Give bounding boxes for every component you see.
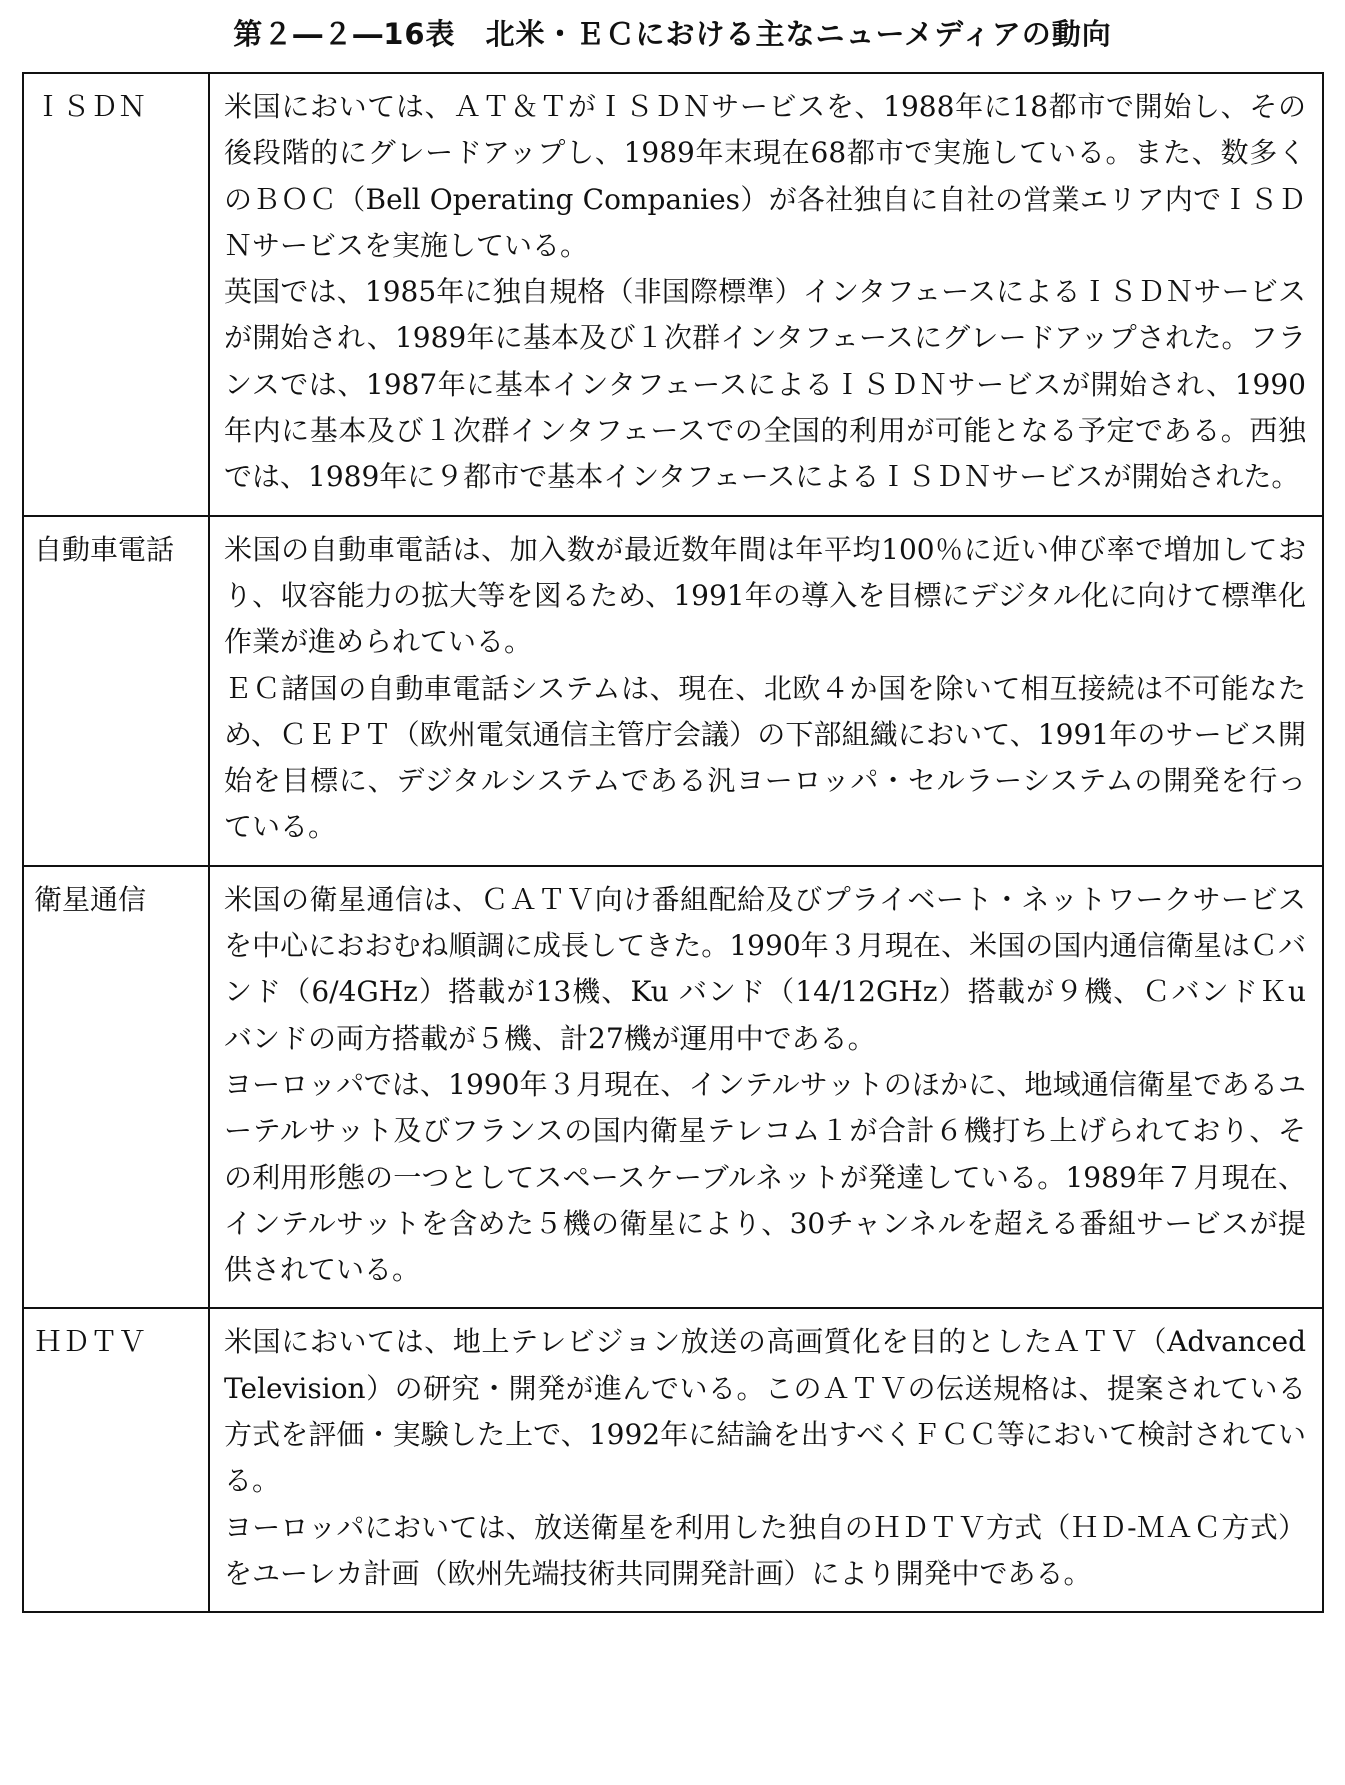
row-label: ＨＤＴＶ bbox=[23, 1308, 209, 1612]
row-label: 自動車電話 bbox=[23, 516, 209, 866]
table-title: 第２―２―16表 北米・ＥＣにおける主なニューメディアの動向 bbox=[233, 17, 1112, 51]
paragraph: 米国においては、地上テレビジョン放送の高画質化を目的としたＡＴＶ（Advanced Television）の研究・開発が進んでいる。このＡＴＶの伝送規格は、提案されている方式を評価・実験した上で、1992年に結論を出すべくＦＣＣ等において検討されている。 bbox=[224, 1325, 1306, 1498]
paragraph: 米国においては、ＡＴ＆ＴがＩＳＤＮサービスを、1988年に18都市で開始し、その後段階的にグレードアップし、1989年末現在68都市で実施している。また、数多くのＢＯＣ（Bell Operating Companies）が各社独自に自社の営業エリア内でＩＳＤＮサービスを実施している。 bbox=[224, 90, 1306, 262]
paragraph: ヨーロッパにおいては、放送衛星を利用した独自のＨＤＴＶ方式（ＨＤ-ＭＡＣ方式）をユーレカ計画（欧州先端技術共同開発計画）により開発中である。 bbox=[224, 1510, 1306, 1590]
table-row-isdn bbox=[23, 73, 1323, 516]
row-content bbox=[209, 516, 1323, 866]
paragraph: ＥＣ諸国の自動車電話システムは、現在、北欧４か国を除いて相互接続は不可能なため、ＣＥＰＴ（欧州電気通信主管庁会議）の下部組織において、1991年のサービス開始を目標に、デジタルシステムである汎ヨーロッパ・セルラーシステムの開発を行っている。 bbox=[224, 671, 1306, 844]
table-row-satellite bbox=[23, 866, 1323, 1309]
row-content bbox=[209, 866, 1323, 1309]
paragraph: 米国の衛星通信は、ＣＡＴＶ向け番組配給及びプライベート・ネットワークサービスを中心におおむね順調に成長してきた。1990年３月現在、米国の国内通信衛星はＣバンド（6/4GHz）搭載が13機、Ku バンド（14/12GHz）搭載が９機、ＣバンドＫu バンドの両方搭載が５機、計27機が運用中である。 bbox=[224, 882, 1306, 1055]
paragraph: 英国では、1985年に独自規格（非国際標準）インタフェースによるＩＳＤＮサービスが開始され、1989年に基本及び１次群インタフェースにグレードアップされた。フランスでは、1987年に基本インタフェースによるＩＳＤＮサービスが開始され、1990年内に基本及び１次群インタフェースでの全国的利用が可能となる予定である。西独では、1989年に９都市で基本インタフェースによるＩＳＤＮサービスが開始された。 bbox=[224, 275, 1306, 494]
paragraph: ヨーロッパでは、1990年３月現在、インテルサットのほかに、地域通信衛星であるユーテルサット及びフランスの国内衛星テレコム１が合計６機打ち上げられており、その利用形態の一つとしてスペースケーブルネットが発達している。1989年７月現在、インテルサットを含めた５機の衛星により、30チャンネルを超える番組サービスが提供されている。 bbox=[224, 1067, 1306, 1287]
row-label: 衛星通信 bbox=[23, 866, 209, 1309]
row-label: ＩＳＤＮ bbox=[23, 73, 209, 516]
row-content bbox=[209, 73, 1323, 516]
paragraph: 米国の自動車電話は、加入数が最近数年間は年平均100％に近い伸び率で増加しており、収容能力の拡大等を図るため、1991年の導入を目標にデジタル化に向けて標準化作業が進められている。 bbox=[224, 532, 1306, 659]
row-content bbox=[209, 1308, 1323, 1612]
table-row-car-phone bbox=[23, 516, 1323, 866]
new-media-trends-table bbox=[22, 72, 1324, 1613]
table-row-hdtv bbox=[23, 1308, 1323, 1612]
